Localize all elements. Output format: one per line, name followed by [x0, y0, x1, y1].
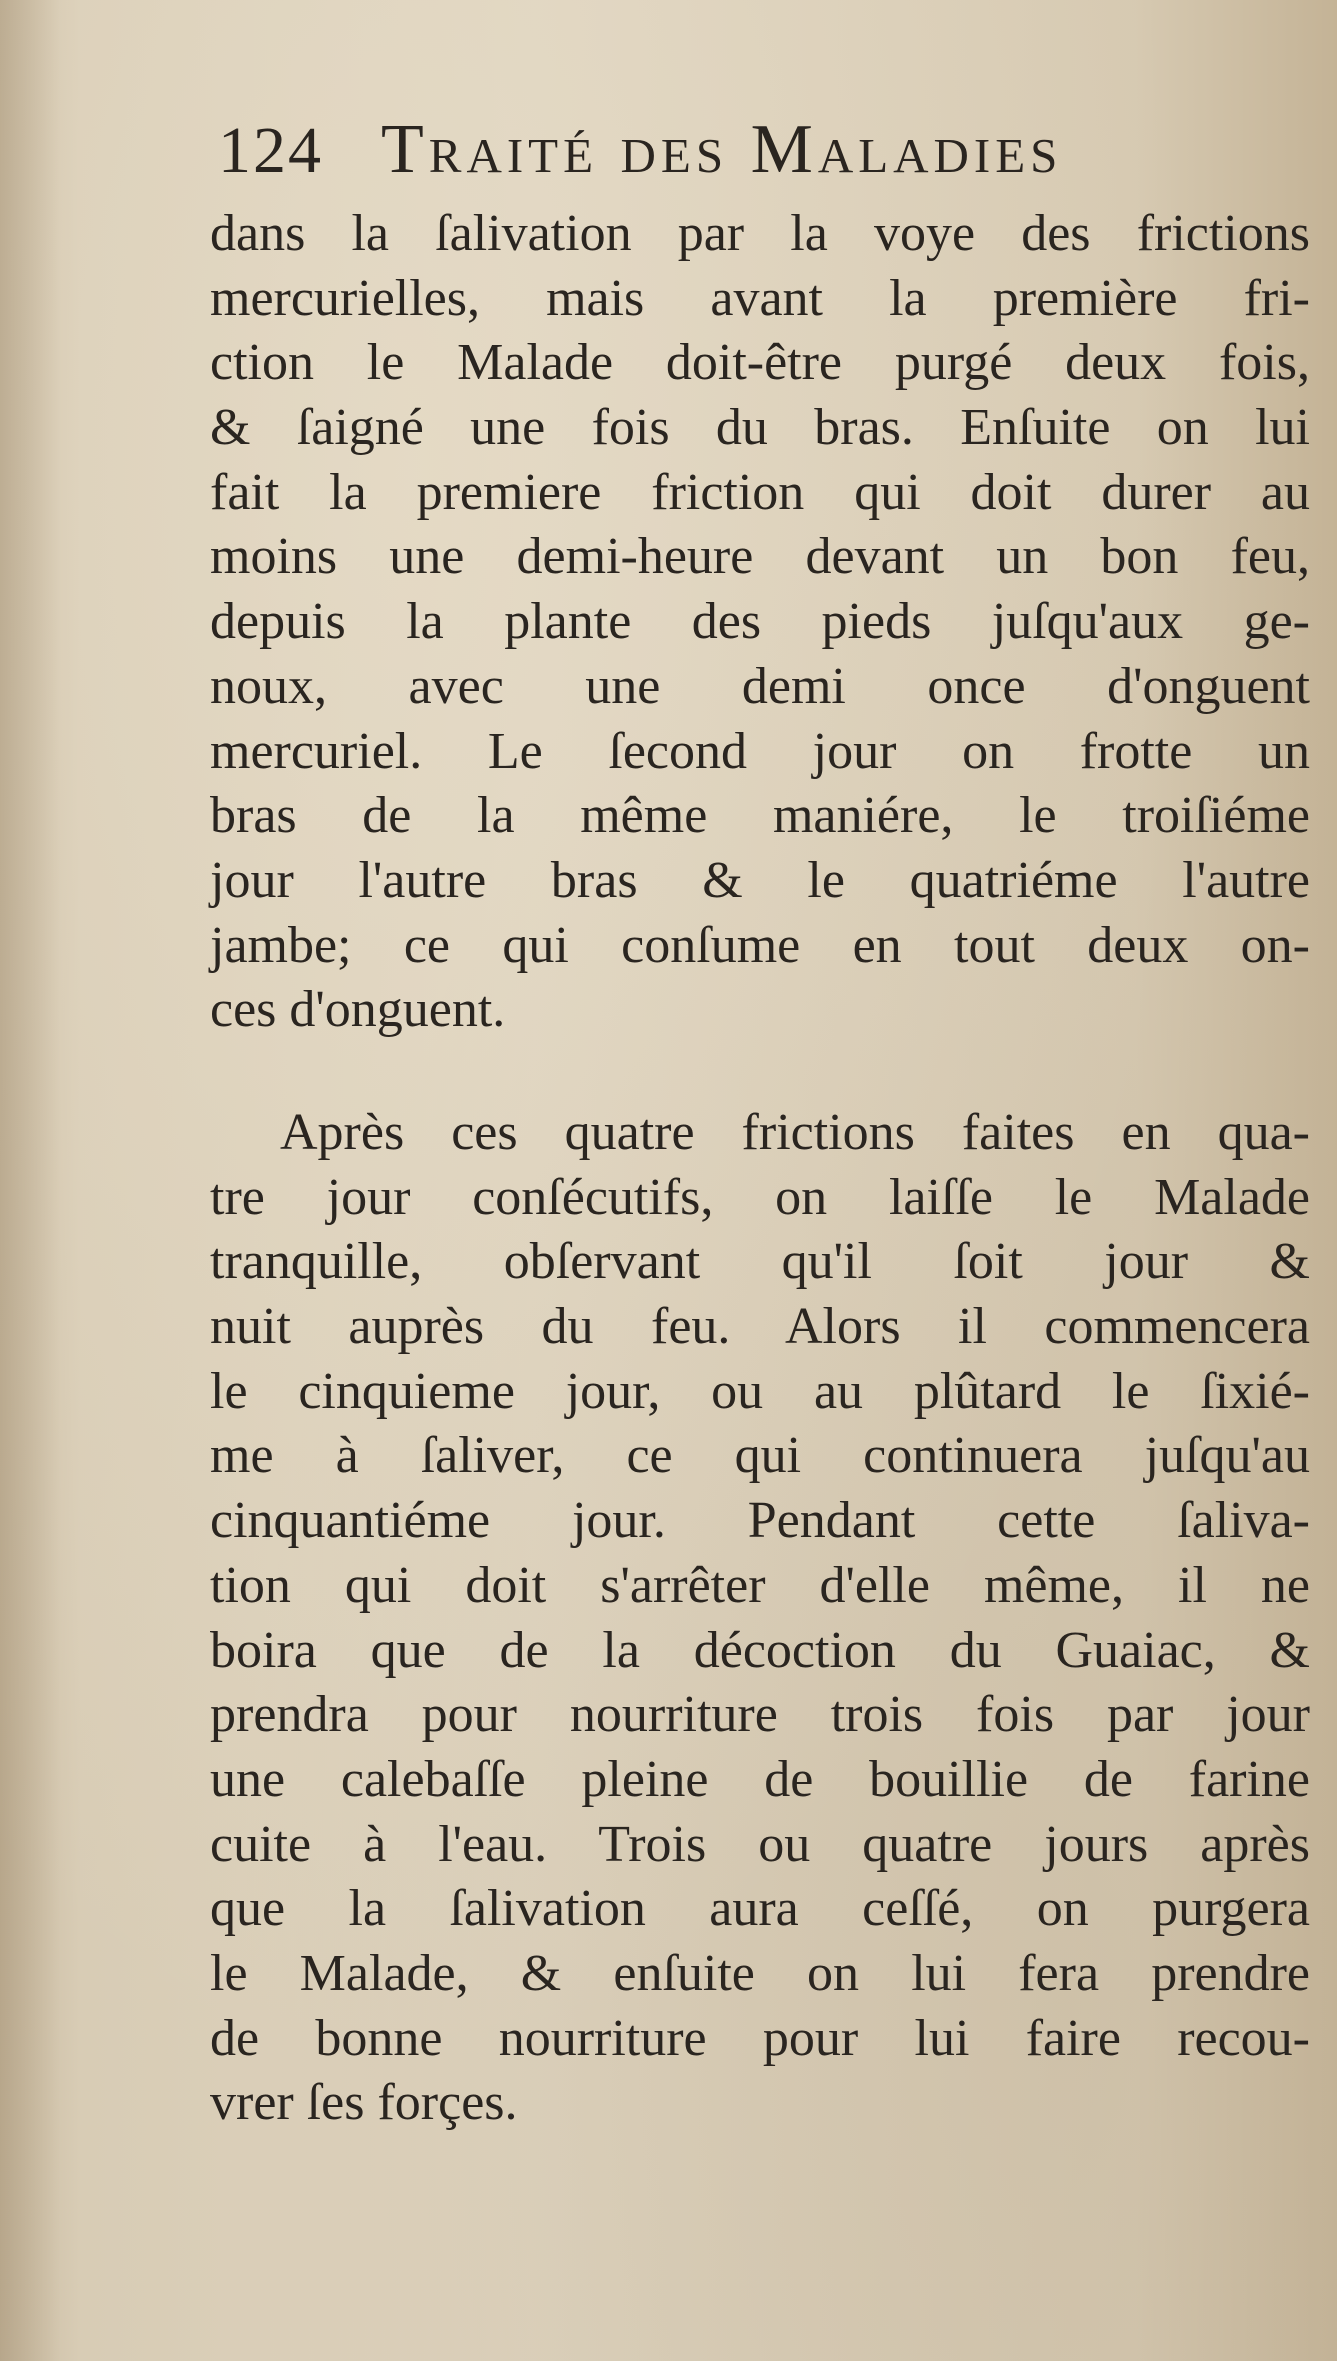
running-title: Traité des Maladies	[381, 111, 1063, 188]
text-line: fait la premiere friction qui doit durer au	[210, 463, 1310, 521]
paragraph-1	[210, 202, 1310, 1043]
text-line: prendra pour nourriture trois fois par jour	[210, 1686, 1310, 1744]
text-line: de bonne nourriture pour lui faire recou-	[210, 2009, 1310, 2067]
text-line: Après ces quatre frictions faites en qua-	[280, 1104, 1310, 1161]
text-line: me à ſaliver, ce qui continuera juſqu'au	[210, 1427, 1310, 1485]
text-line: mercuriel. Le ſecond jour on frotte un	[210, 722, 1310, 780]
text-line: tion qui doit s'arrêter d'elle même, il ne	[210, 1556, 1310, 1614]
text-line: que la ſalivation aura ceſſé, on purgera	[210, 1880, 1310, 1938]
text-line: une calebaſſe pleine de bouillie de farine	[210, 1750, 1310, 1808]
text-line: dans la ſalivation par la voye des frictions	[210, 205, 1310, 262]
text-line: bras de la même maniére, le troiſiéme	[210, 787, 1310, 845]
text-line: mercurielles, mais avant la première fri-	[210, 269, 1310, 327]
page-header	[218, 110, 1298, 200]
text-line: le cinquieme jour, ou au plûtard le ſixié-	[210, 1362, 1310, 1420]
page-number: 124	[218, 114, 323, 187]
text-line: cinquantiéme jour. Pendant cette ſaliva-	[210, 1492, 1310, 1550]
spine-shadow	[0, 0, 60, 2361]
text-line: nuit auprès du feu. Alors il commencera	[210, 1298, 1310, 1356]
text-line: depuis la plante des pieds juſqu'aux ge-	[210, 593, 1310, 651]
text-line: noux, avec une demi once d'onguent	[210, 657, 1310, 715]
text-line: boira que de la décoction du Guaiac, &	[210, 1621, 1310, 1679]
text-line: cuite à l'eau. Trois ou quatre jours après	[210, 1815, 1310, 1873]
text-line: le Malade, & enſuite on lui fera prendre	[210, 1944, 1310, 2002]
text-line: jour l'autre bras & le quatriéme l'autre	[210, 851, 1310, 909]
text-line: vrer ſes forçes.	[210, 2074, 518, 2132]
text-line: ction le Malade doit-être purgé deux fois,	[210, 334, 1310, 392]
text-line: tranquille, obſervant qu'il ſoit jour &	[210, 1233, 1310, 1291]
paragraph-2	[210, 1101, 1310, 2136]
text-line: & ſaigné une fois du bras. Enſuite on lui	[210, 399, 1310, 457]
text-line: ces d'onguent.	[210, 981, 506, 1039]
text-line: tre jour conſécutifs, on laiſſe le Malade	[210, 1168, 1310, 1226]
text-line: jambe; ce qui conſume en tout deux on-	[210, 916, 1310, 974]
text-line: moins une demi-heure devant un bon feu,	[210, 528, 1310, 586]
